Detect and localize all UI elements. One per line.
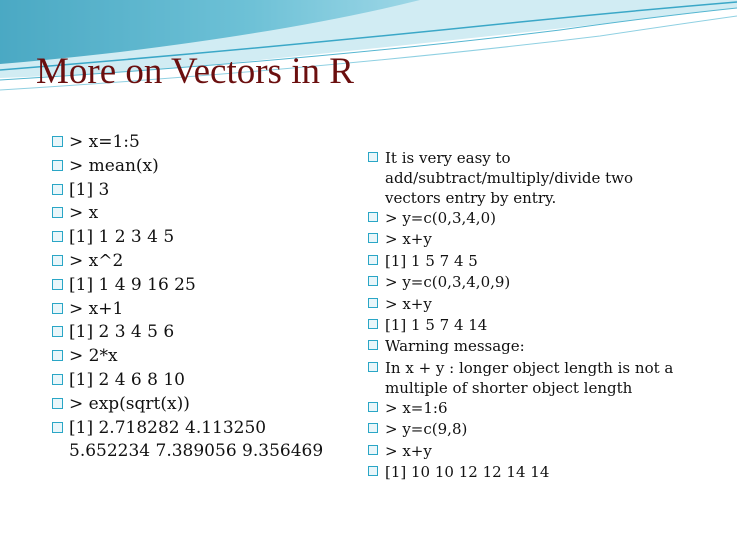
bullet-icon [52, 350, 63, 361]
list-item [52, 250, 352, 274]
bullet-icon [368, 423, 378, 433]
list-item [368, 272, 718, 293]
slide-title: More on Vectors in R [36, 51, 354, 92]
list-item-text: [1] 2 3 4 5 6 [69, 322, 175, 343]
list-item [52, 298, 352, 322]
bullet-icon [368, 402, 378, 412]
list-item [52, 155, 352, 179]
list-item-text: [1] 10 10 12 12 14 14 [385, 462, 550, 481]
list-item [368, 358, 715, 398]
list-item-text: > exp(sqrt(x)) [69, 393, 190, 414]
list-item-text: > x=1:5 [69, 132, 140, 152]
left-bullet-list [52, 131, 352, 463]
list-item [52, 369, 352, 393]
list-item-text: > x=1:6 [385, 398, 448, 417]
list-item [368, 294, 718, 315]
list-item [368, 441, 718, 462]
bullet-icon [52, 374, 63, 385]
bullet-icon [52, 422, 63, 433]
bullet-icon [368, 152, 378, 162]
list-item [368, 462, 718, 483]
bullet-icon [52, 136, 63, 147]
list-item [368, 251, 718, 272]
list-item [52, 131, 352, 155]
bullet-icon [52, 231, 63, 242]
bullet-icon [368, 340, 378, 350]
list-item [52, 321, 352, 345]
list-item [368, 229, 718, 250]
bullet-icon [52, 207, 63, 218]
list-item-text: [1] 1 5 7 4 14 [385, 315, 488, 334]
list-item-text: In x + y : longer object length is not a multiple of shorter object length [385, 358, 674, 397]
list-item-text: [1] 1 4 9 16 25 [69, 274, 196, 295]
list-item [368, 148, 670, 208]
list-item-text: Warning message: [385, 337, 525, 356]
bullet-icon [368, 233, 378, 243]
bullet-icon [52, 398, 63, 409]
list-item [368, 336, 718, 357]
list-item [368, 398, 718, 419]
bullet-icon [368, 445, 378, 455]
list-item-text: > 2*x [69, 346, 118, 367]
bullet-icon [368, 212, 378, 222]
list-item-text: > y=c(9,8) [385, 420, 468, 439]
bullet-icon [52, 184, 63, 195]
bullet-icon [368, 276, 378, 286]
bullet-icon [368, 319, 378, 329]
list-item [368, 208, 718, 229]
list-item [52, 202, 352, 226]
list-item [52, 417, 349, 463]
bullet-icon [52, 303, 63, 314]
right-bullet-list [368, 148, 718, 483]
list-item-text: > y=c(0,3,4,0) [385, 209, 496, 227]
list-item [368, 315, 718, 336]
list-item-text: [1] 1 2 3 4 5 [69, 227, 175, 248]
bullet-icon [368, 362, 378, 372]
list-item-text: > y=c(0,3,4,0,9) [385, 273, 511, 292]
list-item [52, 226, 352, 250]
list-item [52, 179, 352, 203]
bullet-icon [52, 160, 63, 171]
list-item-text: [1] 1 5 7 4 5 [385, 251, 478, 270]
bullet-icon [368, 298, 378, 308]
list-item-text: > x [69, 203, 99, 224]
list-item-text: [1] 3 [69, 179, 110, 200]
list-item [52, 345, 352, 369]
list-item [368, 419, 718, 440]
list-item-text: It is very easy to add/subtract/multiply/divide two vectors entry by entry. [385, 149, 634, 207]
list-item-text: > mean(x) [69, 155, 159, 176]
bullet-icon [52, 326, 63, 337]
list-item-text: > x+y [385, 294, 432, 313]
list-item-text: > x+1 [69, 298, 124, 319]
list-item-text: [1] 2 4 6 8 10 [69, 369, 185, 390]
list-item-text: [1] 2.718282 4.113250 5.652234 7.389056 9.356469 [69, 417, 324, 461]
bullet-icon [368, 466, 378, 476]
bullet-icon [368, 255, 378, 265]
list-item [52, 274, 352, 298]
bullet-icon [52, 255, 63, 266]
list-item-text: > x^2 [69, 250, 124, 271]
list-item [52, 393, 352, 417]
bullet-icon [52, 279, 63, 290]
list-item-text: > x+y [385, 230, 432, 249]
list-item-text: > x+y [385, 441, 432, 460]
